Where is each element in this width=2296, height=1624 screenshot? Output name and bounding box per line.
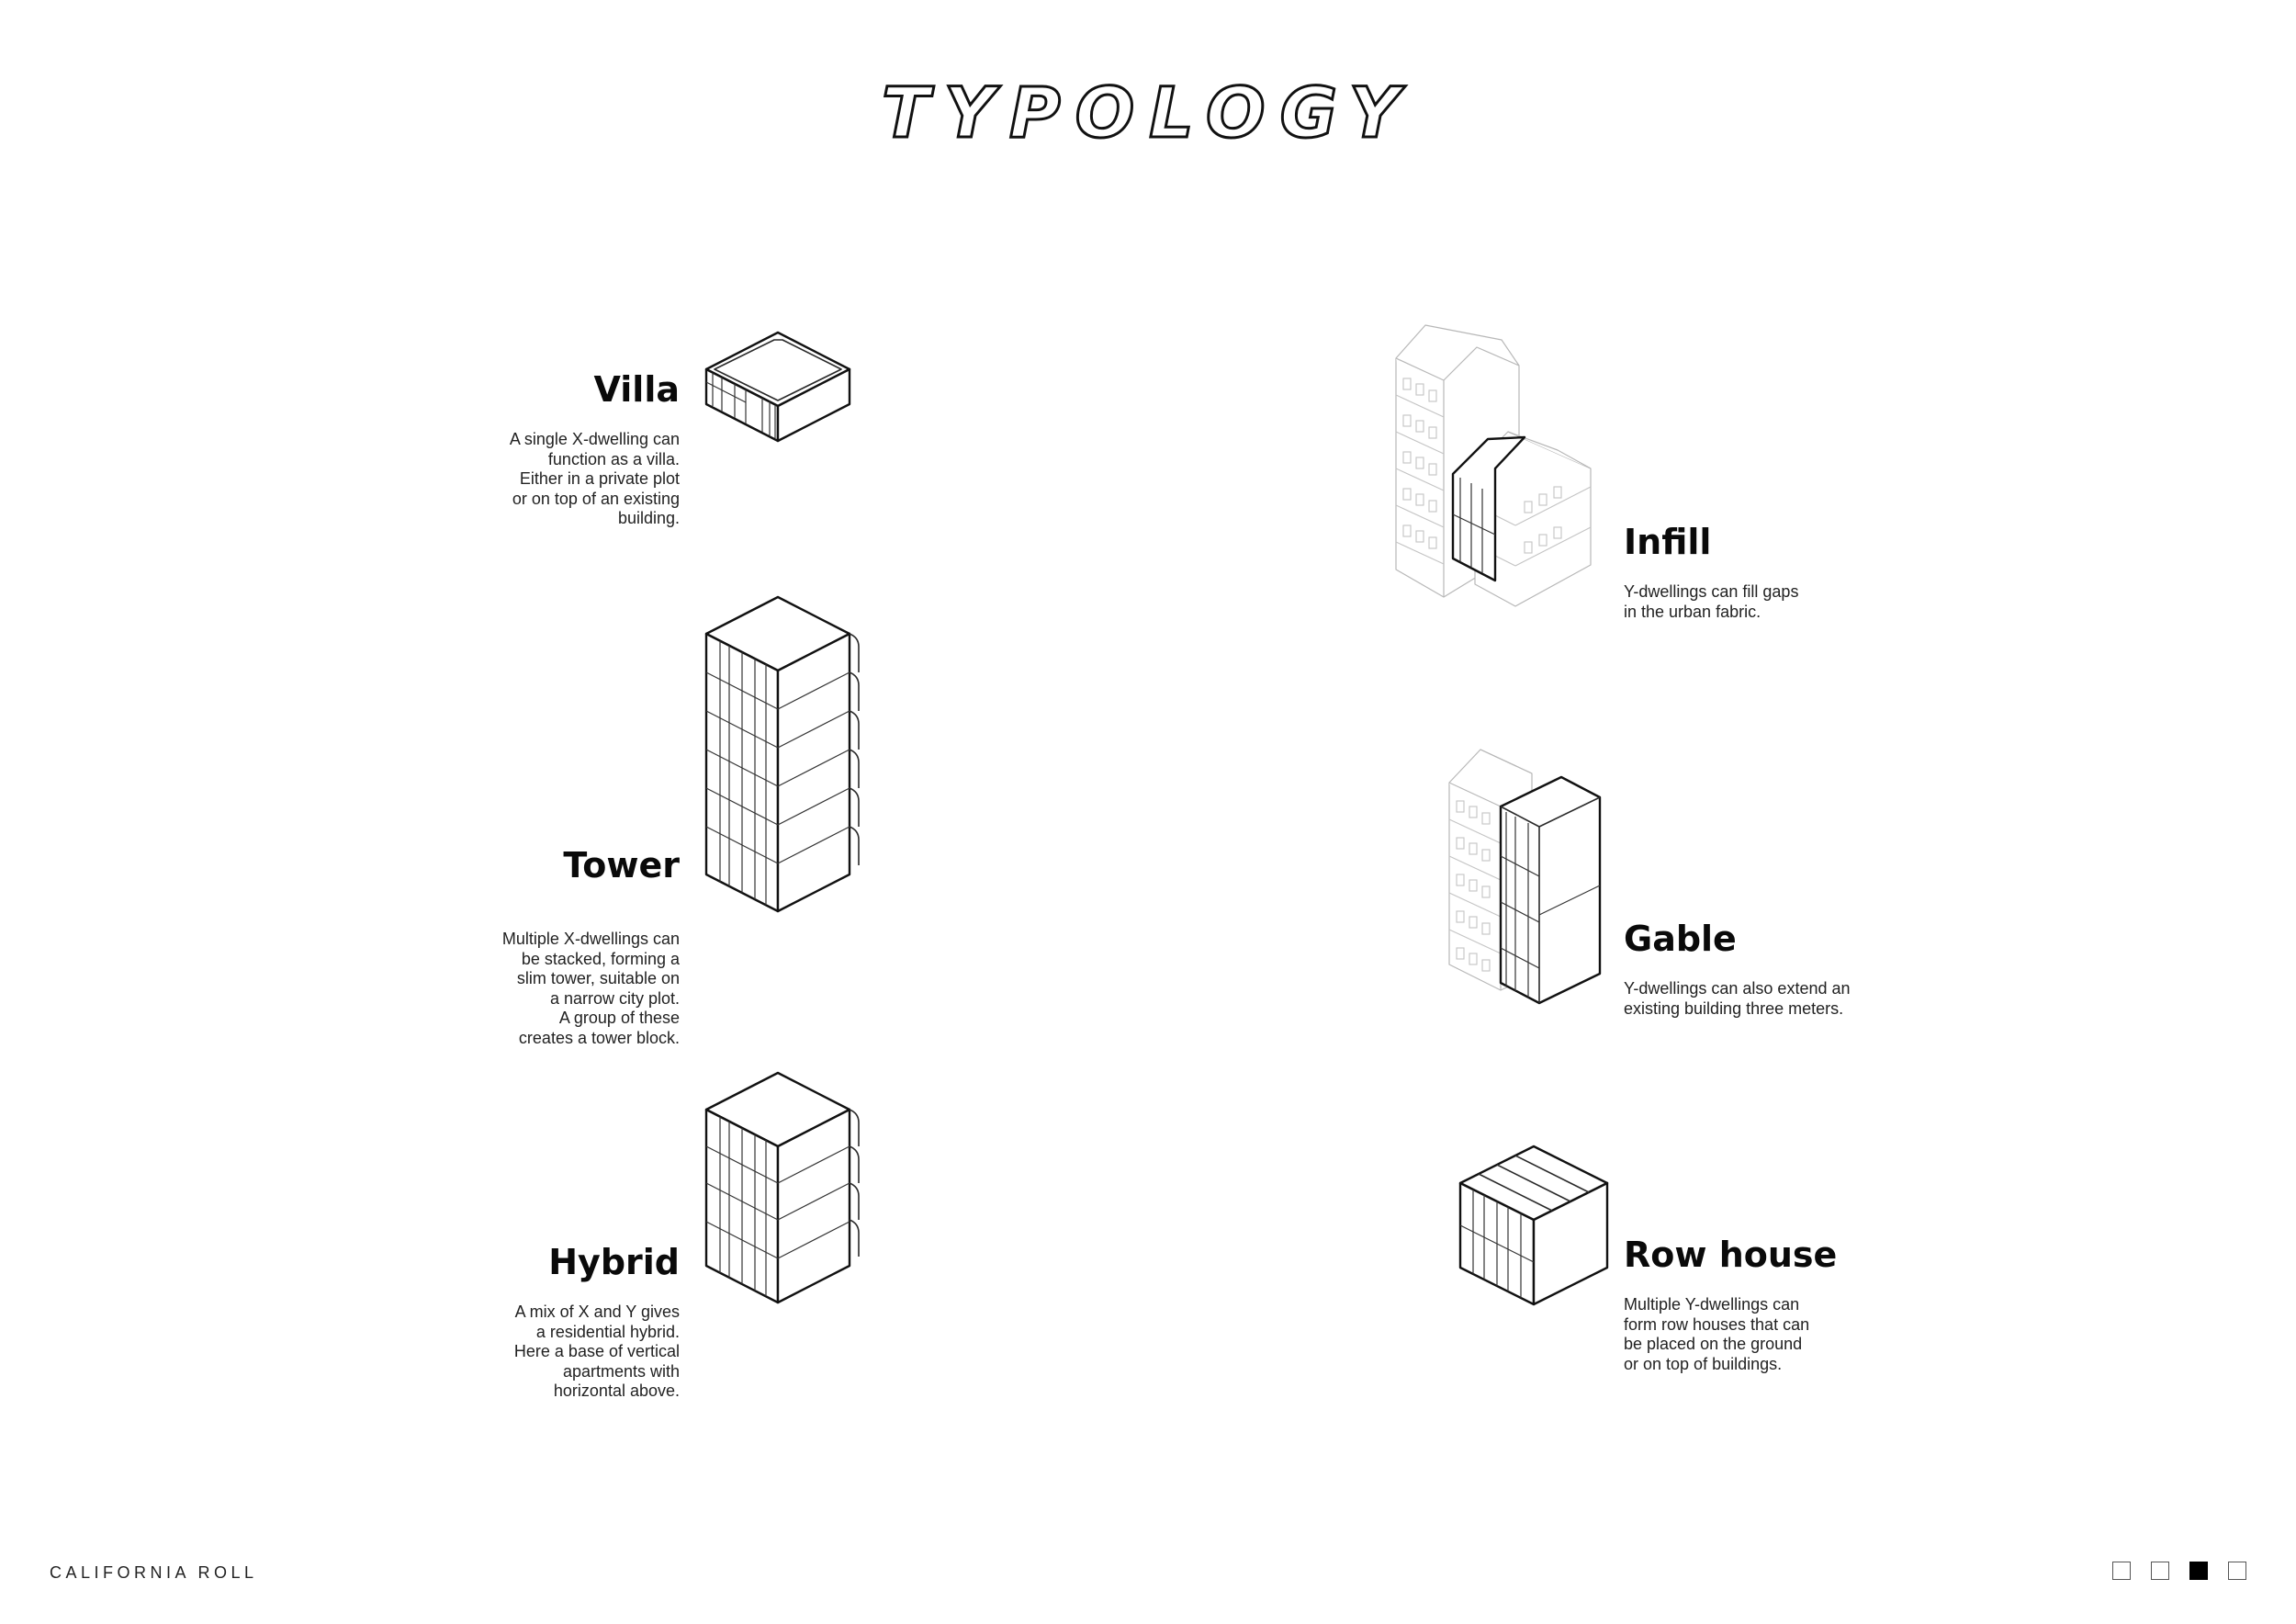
villa-block	[395, 369, 680, 529]
gable-block	[1624, 919, 1991, 1019]
page-indicator[interactable]	[2151, 1562, 2169, 1580]
infill-illustration	[1387, 321, 1607, 606]
page-indicator[interactable]	[2112, 1562, 2131, 1580]
gable-illustration	[1442, 746, 1607, 994]
tower-line: Multiple X-dwellings can	[501, 930, 680, 948]
gable-title: Gable	[1624, 919, 1737, 959]
rowhouse-line: Multiple Y-dwellings can	[1624, 1295, 1800, 1314]
rowhouse-line: be placed on the ground	[1624, 1335, 1803, 1353]
villa-description	[395, 430, 680, 529]
tower-description	[395, 930, 680, 1048]
infill-title: Infill	[1624, 522, 1712, 562]
rowhouse-line: form row houses that can	[1624, 1314, 1810, 1334]
gable-line: Y-dwellings can also extend an	[1624, 979, 1851, 998]
hybrid-line: apartments with	[562, 1361, 680, 1381]
pagination	[2112, 1562, 2246, 1580]
villa-illustration	[698, 323, 863, 452]
tower-line: creates a tower block.	[518, 1028, 680, 1047]
villa-title: Villa	[593, 369, 680, 410]
hybrid-line: A mix of X and Y gives	[514, 1303, 680, 1321]
tower-line: a narrow city plot.	[549, 988, 680, 1008]
infill-block	[1624, 522, 1991, 622]
tower-title: Tower	[563, 845, 680, 885]
tower-illustration	[698, 590, 872, 930]
tower-line: A group of these	[558, 1009, 680, 1027]
hybrid-line: horizontal above.	[553, 1382, 680, 1400]
hybrid-description	[395, 1303, 680, 1402]
gable-description	[1624, 979, 1991, 1019]
page-title: TYPOLOGY	[882, 72, 1414, 153]
hybrid-title: Hybrid	[548, 1242, 680, 1282]
rowhouse-block	[1624, 1235, 1991, 1374]
infill-description	[1624, 582, 1991, 622]
rowhouse-description	[1624, 1295, 1991, 1374]
rowhouse-illustration	[1451, 1139, 1616, 1314]
tower-block	[395, 845, 680, 1048]
villa-line: building.	[617, 509, 680, 527]
rowhouse-title: Row house	[1624, 1235, 1838, 1275]
villa-line: Either in a private plot	[519, 469, 680, 488]
tower-line: be stacked, forming a	[521, 949, 680, 968]
tower-line: slim tower, suitable on	[516, 969, 680, 987]
gable-line: existing building three meters.	[1624, 998, 1844, 1018]
infill-line: Y-dwellings can fill gaps	[1624, 582, 1799, 601]
infill-line: in the urban fabric.	[1624, 602, 1761, 621]
project-name: CALIFORNIA ROLL	[50, 1563, 258, 1582]
page-indicator[interactable]	[2228, 1562, 2246, 1580]
hybrid-block	[395, 1242, 680, 1402]
hybrid-illustration	[698, 1066, 872, 1314]
villa-line: or on top of an existing	[512, 489, 680, 508]
hybrid-line: a residential hybrid.	[535, 1322, 680, 1341]
hybrid-line: Here a base of vertical	[513, 1342, 680, 1360]
page-indicator-active[interactable]	[2189, 1562, 2208, 1580]
villa-line: function as a villa.	[547, 449, 680, 468]
villa-line: A single X-dwelling can	[509, 430, 680, 448]
rowhouse-line: or on top of buildings.	[1624, 1354, 1783, 1373]
